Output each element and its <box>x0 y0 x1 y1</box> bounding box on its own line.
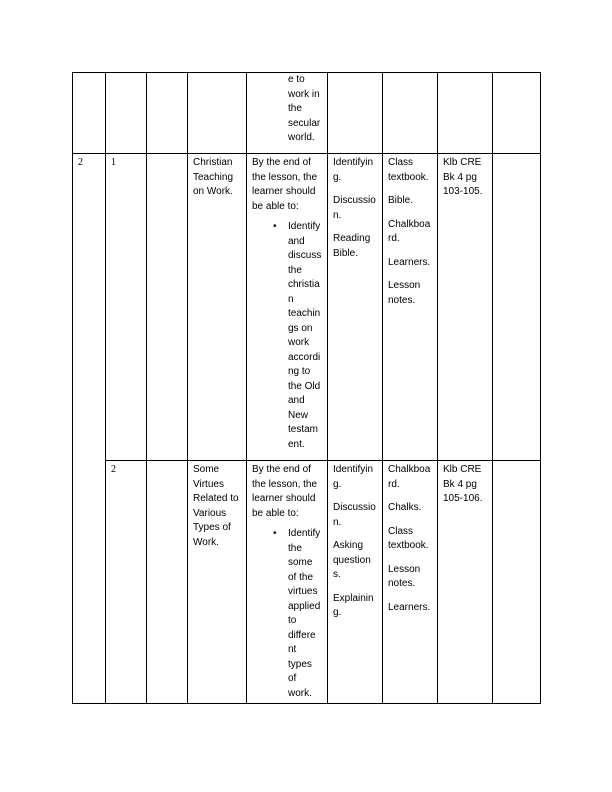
lesson-cell: 2 <box>106 461 147 704</box>
objective-intro: By the end of the lesson, the learner should be able to: <box>252 157 318 212</box>
method-item: Discussio n. <box>333 195 376 221</box>
resource-item: Chalkboa rd. <box>388 218 431 244</box>
week-cell <box>73 73 106 154</box>
lesson-cell <box>106 73 147 154</box>
list-item <box>273 220 323 452</box>
methods-cell <box>328 461 383 704</box>
empty-cell <box>147 461 188 704</box>
resource-item: Chalks. <box>388 502 422 513</box>
table-row <box>73 154 541 461</box>
objectives-cell <box>247 73 328 154</box>
list-item <box>273 527 323 701</box>
methods-cell <box>328 154 383 461</box>
references-cell <box>438 73 493 154</box>
method-item: Reading Bible. <box>333 233 371 259</box>
method-item: Identifyin g. <box>333 464 374 490</box>
topic-cell <box>188 154 247 461</box>
empty-cell <box>147 154 188 461</box>
resources-cell <box>383 154 438 461</box>
objective-continuation: e to work in the secular world. <box>288 74 321 143</box>
methods-cell <box>328 73 383 154</box>
bullet-icon: • <box>273 528 277 539</box>
topic-cell <box>188 461 247 704</box>
empty-cell <box>147 73 188 154</box>
objective-list <box>252 220 323 452</box>
resource-item: Class textbook. <box>388 525 429 551</box>
remarks-cell <box>493 73 541 154</box>
resource-item: Bible. <box>388 195 414 206</box>
method-item: Discussio n. <box>333 502 376 528</box>
topic-text: Christian Teaching on Work. <box>193 157 234 197</box>
references-cell: Klb CRE Bk 4 pg 105-106. <box>438 461 493 704</box>
table-row <box>73 73 541 154</box>
resource-item: Learners. <box>388 601 431 613</box>
objectives-cell <box>247 154 328 461</box>
table-row <box>73 461 541 704</box>
remarks-cell <box>493 461 541 704</box>
resources-cell <box>383 461 438 704</box>
resource-item: Learners. <box>388 256 431 268</box>
references-cell: Klb CRE Bk 4 pg 103-105. <box>438 154 493 461</box>
remarks-cell <box>493 154 541 461</box>
resource-item: Chalkboa rd. <box>388 464 431 490</box>
week-cell: 2 <box>73 154 106 704</box>
method-item: Identifyin g. <box>333 157 374 183</box>
objective-bullet-text: Identify the some of the virtues applied to differe nt types of work. <box>288 528 321 699</box>
objective-list <box>252 527 323 701</box>
resource-item: Lesson notes. <box>388 280 421 306</box>
topic-text: Some Virtues Related to Various Types of Work. <box>193 464 239 548</box>
method-item: Explainin g. <box>333 592 374 618</box>
resource-item: Class textbook. <box>388 157 429 183</box>
lesson-cell: 1 <box>106 154 147 461</box>
resources-cell <box>383 73 438 154</box>
objective-intro: By the end of the lesson, the learner should be able to: <box>252 464 318 519</box>
topic-cell <box>188 73 247 154</box>
resource-item: Lesson notes. <box>388 563 421 589</box>
objectives-cell <box>247 461 328 704</box>
bullet-icon: • <box>273 221 277 232</box>
scheme-of-work-table <box>72 72 541 704</box>
method-item: Asking question s. <box>333 540 371 580</box>
objective-bullet-text: Identify and discuss the christia n teachin gs on work accordi ng to the Old and New testam ent. <box>288 221 322 450</box>
